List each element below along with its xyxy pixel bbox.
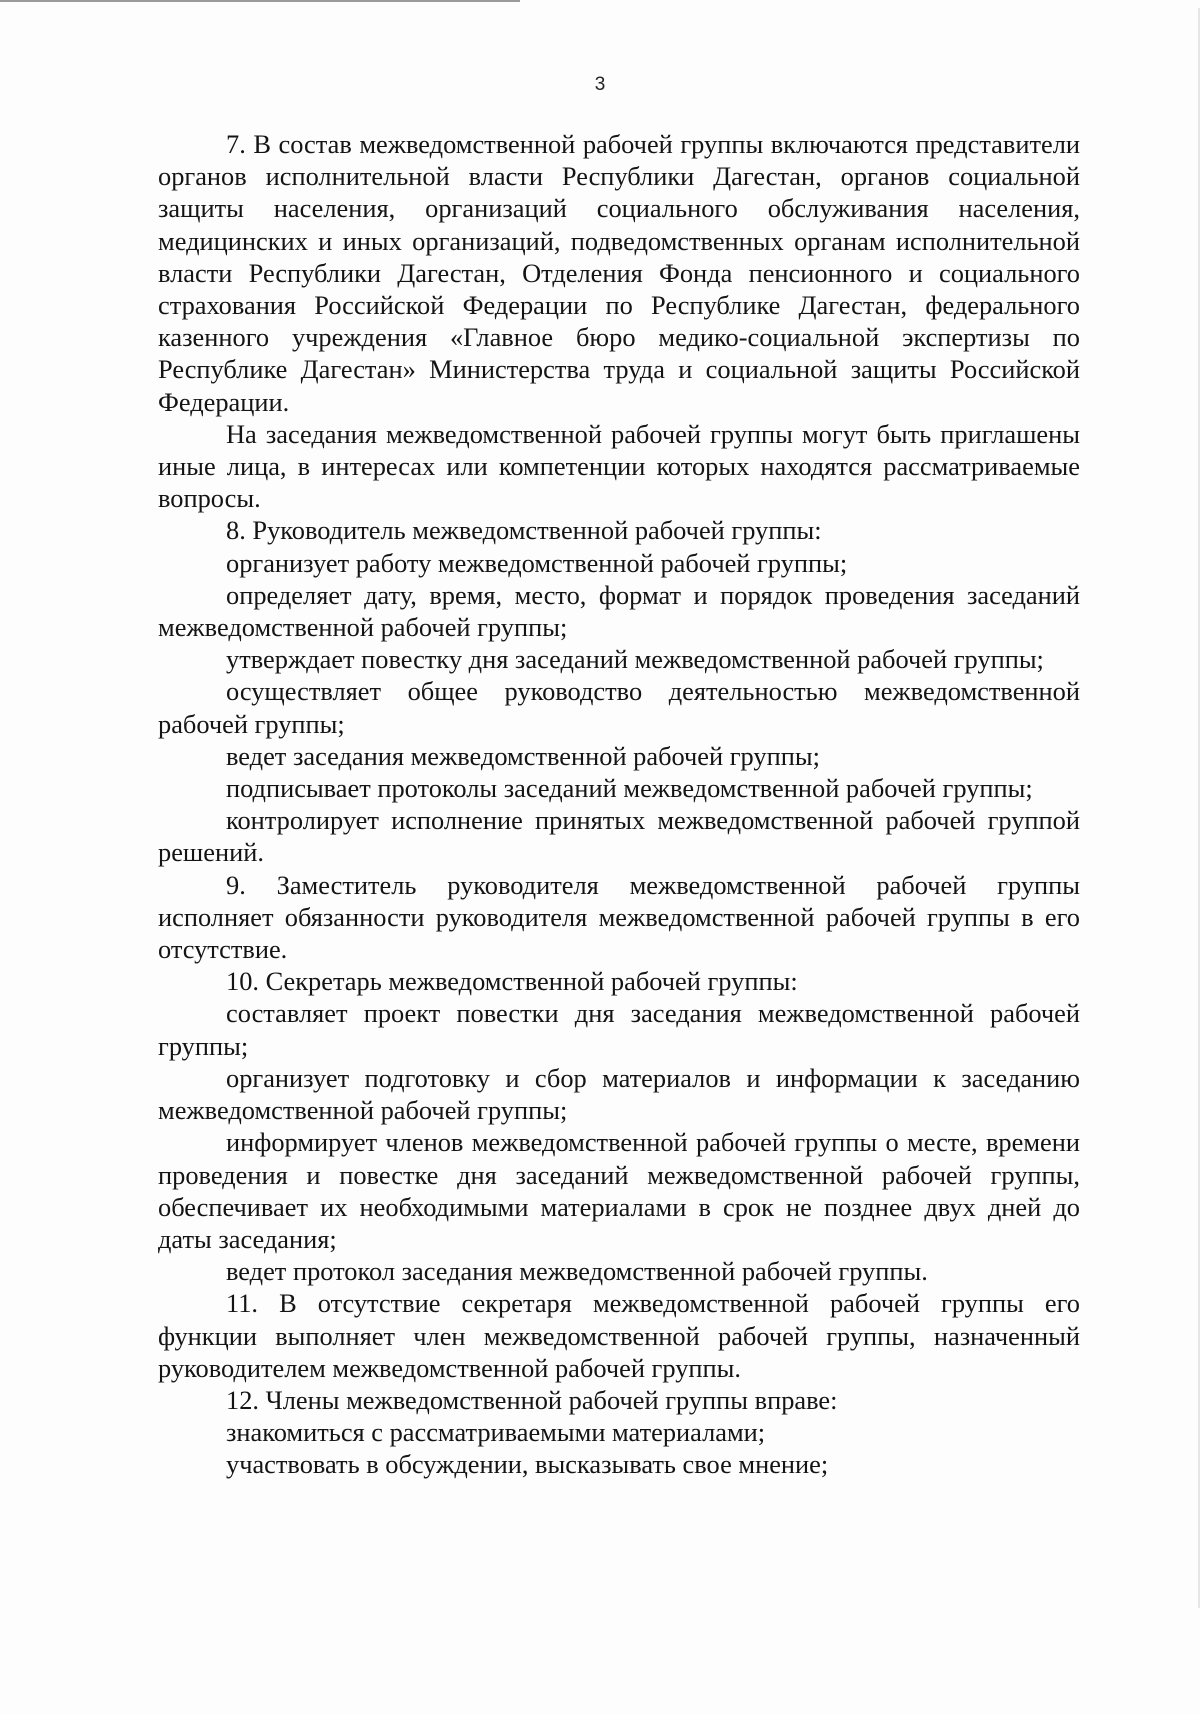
paragraph-8-heading: 8. Руководитель межведомственной рабочей группы: (226, 515, 822, 546)
list-item: утверждает повестку дня заседаний межведомственной рабочей группы; (226, 644, 1044, 675)
page-number: 3 (594, 74, 606, 95)
list-item: организует подготовку и сбор материалов и информации к заседанию межведомственной рабочей группы; (158, 1062, 1080, 1126)
list-item: определяет дату, время, место, формат и порядок проведения заседаний межведомственной рабочей группы; (158, 579, 1080, 643)
list-item: контролирует исполнение принятых межведомственной рабочей группой решений. (158, 805, 1080, 868)
list-item: составляет проект повестки дня заседания межведомственной рабочей группы; (158, 998, 1080, 1061)
scan-edge-line (0, 0, 520, 2)
list-item: осуществляет общее руководство деятельностью межведомственной рабочей группы; (158, 676, 1080, 739)
paragraph-10-heading: 10. Секретарь межведомственной рабочей группы: (226, 966, 798, 997)
list-item: подписывает протоколы заседаний межведомственной рабочей группы; (226, 773, 1033, 804)
paragraph-9: 9. Заместитель руководителя межведомственной рабочей группы исполняет обязанности руководителя межведомственной рабочей группы в его отсутствие. (158, 869, 1080, 965)
list-item: ведет заседания межведомственной рабочей группы; (226, 740, 820, 771)
list-item: ведет протокол заседания межведомственной рабочей группы. (226, 1256, 928, 1287)
paragraph-7-invited: На заседания межведомственной рабочей группы могут быть приглашены иные лица, в интересах или компетенции которых находятся рассматриваемые вопросы. (158, 418, 1080, 514)
list-item: знакомиться с рассматриваемыми материалами; (226, 1417, 766, 1448)
paragraph-12-heading: 12. Члены межведомственной рабочей группы вправе: (226, 1384, 838, 1415)
list-item: информирует членов межведомственной рабочей группы о месте, времени проведения и повестке дня заседаний межведомственной рабочей группы, обеспечивает их необходимыми материалами в срок не позднее двух дней до даты заседания; (158, 1127, 1080, 1254)
list-item: организует работу межведомственной рабочей группы; (226, 547, 848, 578)
paragraph-11: 11. В отсутствие секретаря межведомственной рабочей группы его функции выполняет член межведомственной рабочей группы, назначенный руководителем межведомственной рабочей группы. (158, 1288, 1080, 1383)
list-item: участвовать в обсуждении, высказывать свое мнение; (226, 1449, 829, 1480)
document-body (158, 128, 1080, 1481)
paragraph-7: 7. В состав межведомственной рабочей группы включаются представители органов исполнительной власти Республики Дагестан, органов социальной защиты населения, организаций социального обслуживания населения, медицинских и иных организаций, подведомственных органам исполнительной власти Республики Дагестан, Отделения Фонда пенсионного и социального страхования Российской Федерации по Республике Дагестан, федерального казенного учреждения «Главное бюро медико-социальной экспертизы по Республике Дагестан» Министерства труда и социальной защиты Российской Федерации. (158, 129, 1080, 417)
